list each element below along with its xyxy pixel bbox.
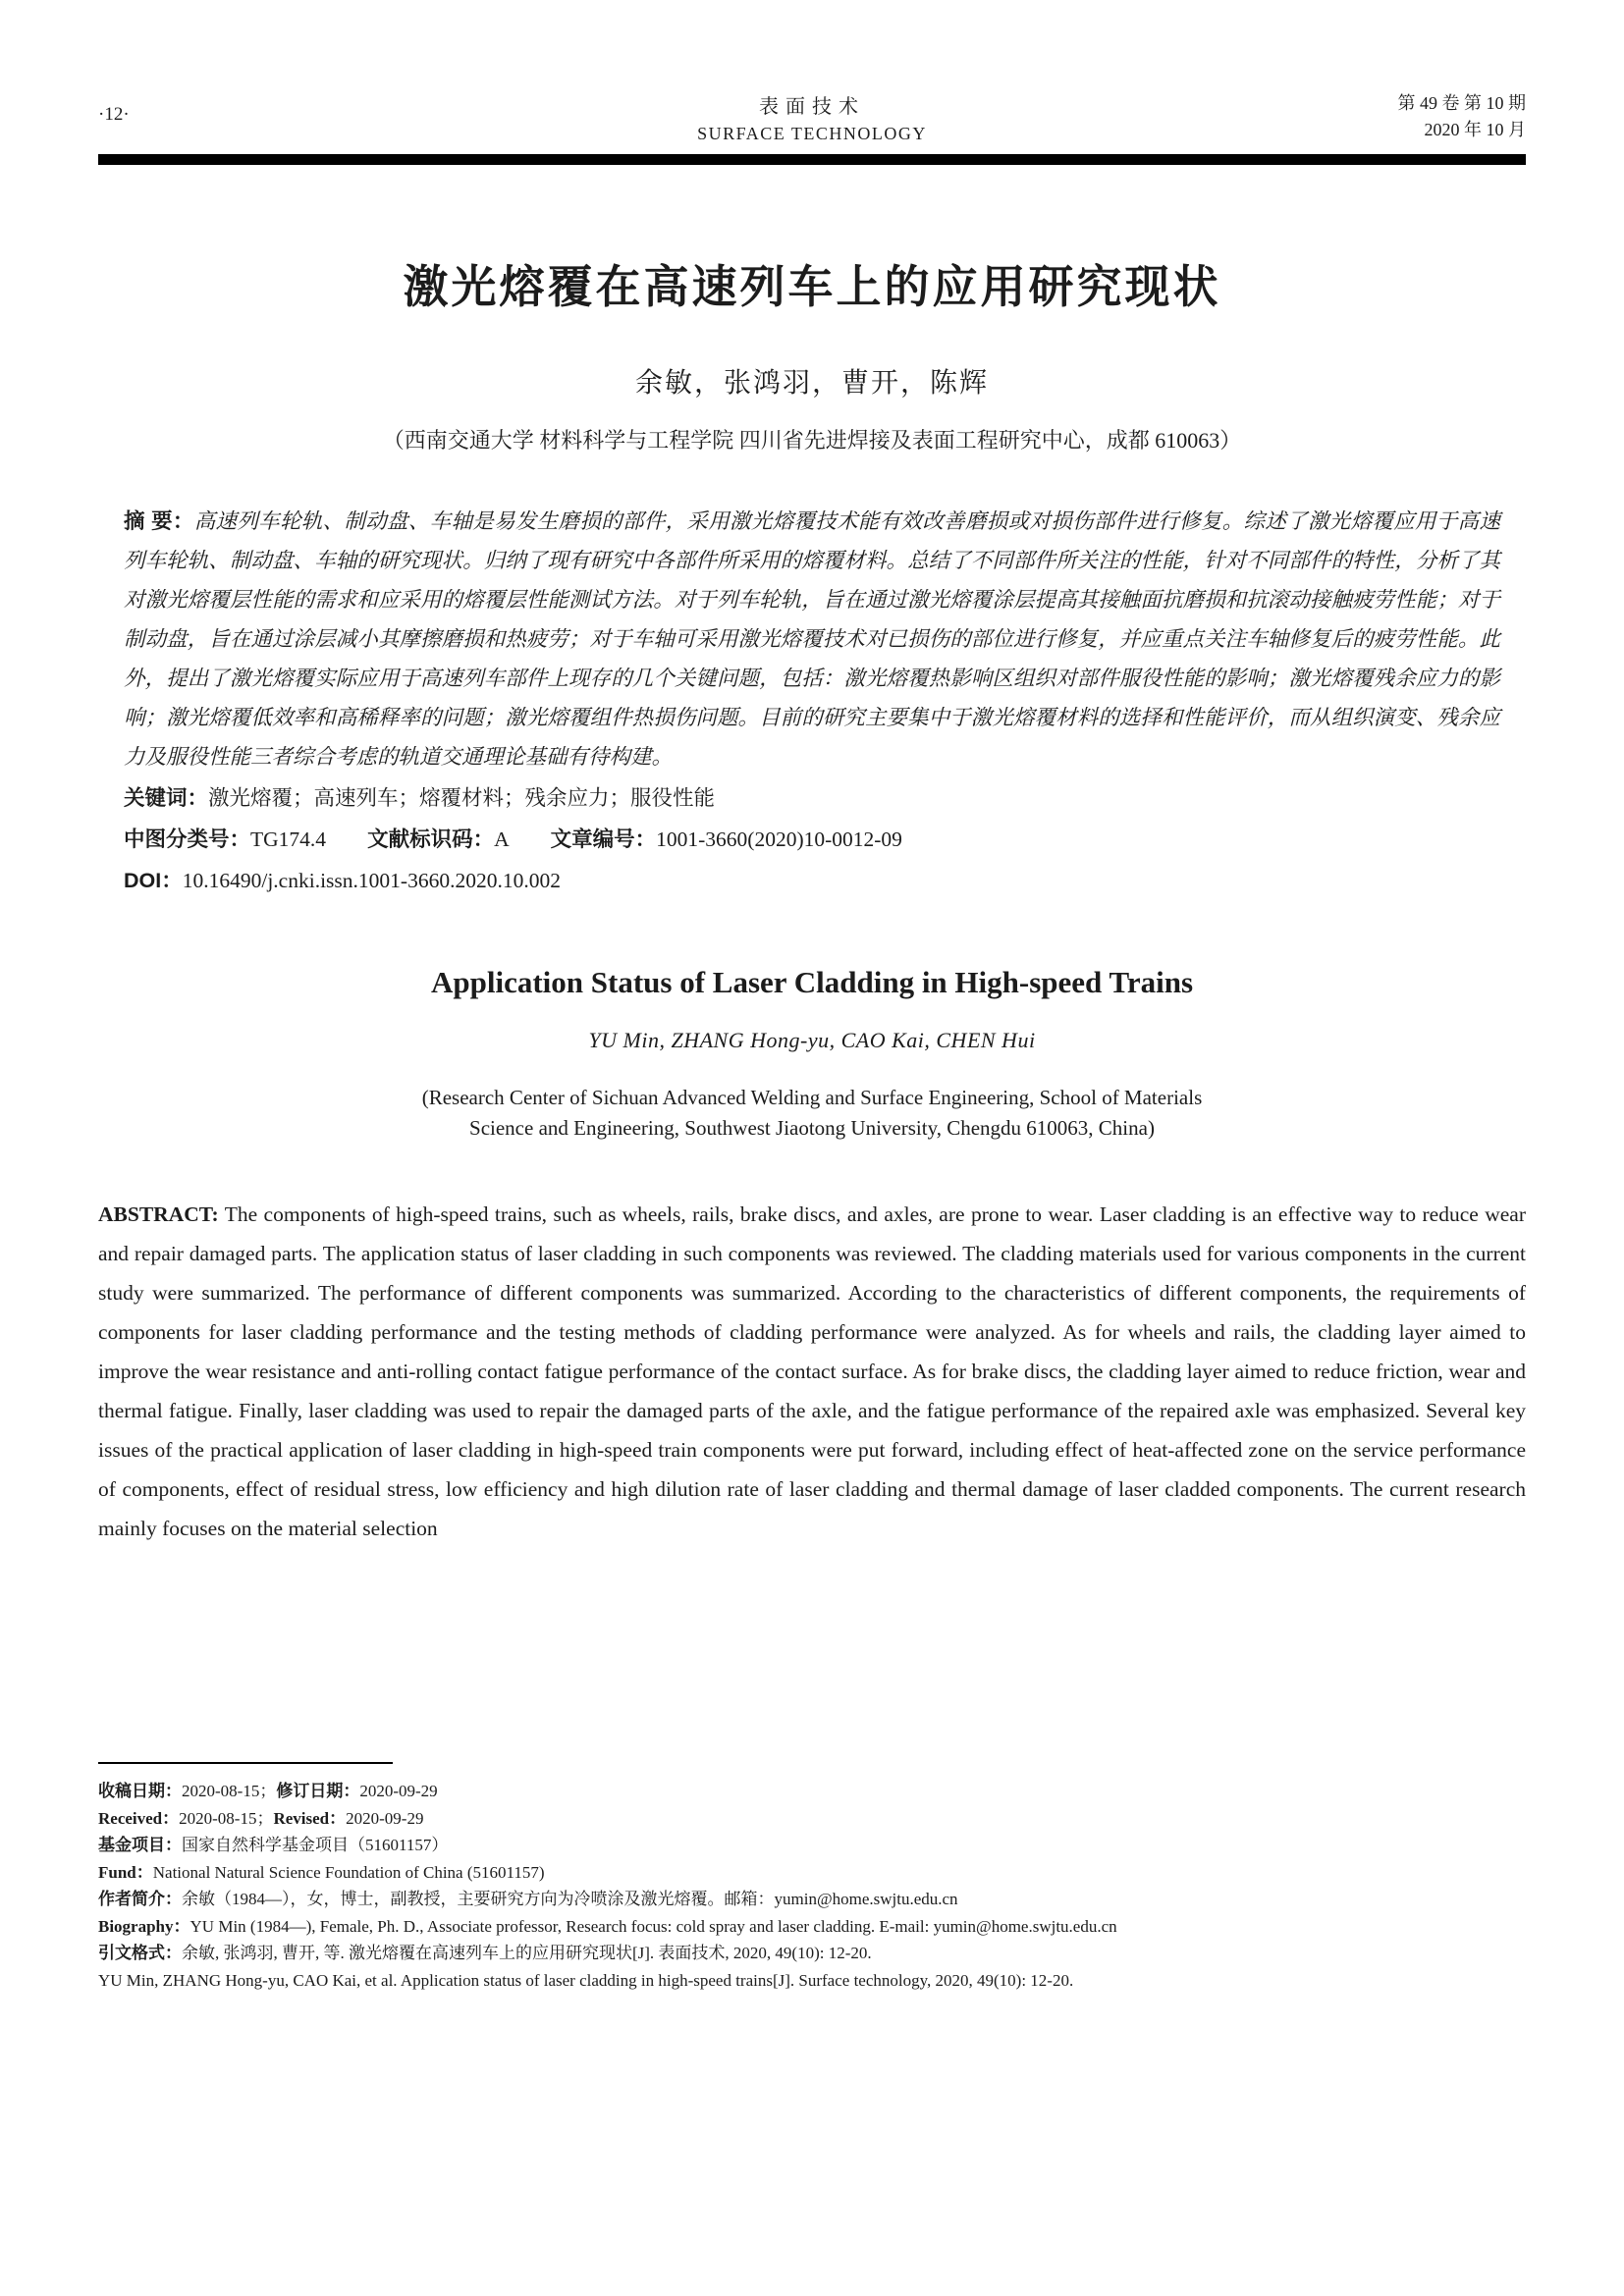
biography-cn-line <box>98 1886 1526 1913</box>
revised-value-en: 2020-09-29 <box>346 1808 424 1828</box>
citation-en-line <box>98 1967 1526 1995</box>
fund-en-line <box>98 1859 1526 1887</box>
keywords-line <box>124 778 1500 818</box>
clc-value: TG174.4 <box>250 828 327 851</box>
classification-line <box>124 820 1500 859</box>
abstract-cn-text: 高速列车轮轨、制动盘、车轴是易发生磨损的部件，采用激光熔覆技术能有效改善磨损或对损伤部件进行修复。综述了激光熔覆应用于高速列车轮轨、制动盘、车轴的研究现状。归纳了现有研究中各部件所采用的熔覆材料。总结了不同部件所关注的性能，针对不同部件的特性，分析了其对激光熔覆层性能的需求和应采用的熔覆层性能测试方法。对于列车轮轨，旨在通过激光熔覆涂层提高其接触面抗磨损和抗滚动接触疲劳性能；对于制动盘，旨在通过涂层减小其摩擦磨损和热疲劳；对于车轴可采用激光熔覆技术对已损伤的部位进行修复，并应重点关注车轴修复后的疲劳性能。此外，提出了激光熔覆实际应用于高速列车部件上现存的几个关键问题，包括：激光熔覆热影响区组织对部件服役性能的影响；激光熔覆残余应力的影响；激光熔覆低效率和高稀释率的问题；激光熔覆组件热损伤问题。目前的研究主要集中于激光熔覆材料的选择和性能评价，而从组织演变、残余应力及服役性能三者综合考虑的轨道交通理论基础有待构建。 <box>124 509 1500 769</box>
citation-value-cn: 余敏, 张鸿羽, 曹开, 等. 激光熔覆在高速列车上的应用研究现状[J]. 表面技术, 2020, 49(10): 12-20. <box>182 1944 872 1962</box>
footnote-divider <box>98 1762 393 1764</box>
received-label-en: Received： <box>98 1808 180 1828</box>
doi-label: DOI： <box>124 869 183 892</box>
received-label-cn: 收稿日期： <box>98 1782 182 1800</box>
affiliation-cn: （西南交通大学 材料科学与工程学院 四川省先进焊接及表面工程研究中心，成都 610063） <box>382 428 1242 453</box>
abstract-en <box>98 1195 1526 1548</box>
doc-code-pair <box>367 828 510 851</box>
biography-value-cn: 余敏（1984—），女，博士，副教授，主要研究方向为冷喷涂及激光熔覆。邮箱：yumin@home.swjtu.edu.cn <box>182 1890 958 1908</box>
citation-cn-line <box>98 1940 1526 1967</box>
affiliation-en-line1: (Research Center of Sichuan Advanced Welding and Surface Engineering, School of Materials <box>421 1086 1203 1109</box>
doi-value: 10.16490/j.cnki.issn.1001-3660.2020.10.002 <box>182 869 561 892</box>
footnote-area <box>98 1762 1526 1994</box>
doc-code-value: A <box>494 828 510 851</box>
header-divider-bar <box>98 154 1526 165</box>
article-no-value: 1001-3660(2020)10-0012-09 <box>656 828 902 851</box>
issue-date: 2020 年 10 月 <box>1424 120 1526 139</box>
article-no-pair <box>551 828 902 851</box>
doc-code-label: 文献标识码： <box>367 828 495 851</box>
issue-info <box>1300 90 1526 143</box>
citation-value-en: YU Min, ZHANG Hong-yu, CAO Kai, et al. Application status of laser cladding in high-speed trains[J]. Surface technology, 2020, 49(10): 12-20. <box>98 1970 1074 1990</box>
received-value-cn: 2020-08-15； <box>182 1782 277 1800</box>
fund-label-en: Fund： <box>98 1862 153 1882</box>
journal-title-cn: 表面技术 <box>759 96 865 118</box>
biography-en-line <box>98 1913 1526 1941</box>
received-value-en: 2020-08-15； <box>179 1808 274 1828</box>
clc-label: 中图分类号： <box>124 828 251 851</box>
fund-cn-line <box>98 1832 1526 1859</box>
biography-value-en: YU Min (1984—), Female, Ph. D., Associate professor, Research focus: cold spray and laser cladding. E-mail: yumin@home.swjtu.edu.cn <box>189 1916 1117 1936</box>
clc-pair <box>124 828 326 851</box>
journal-masthead <box>324 90 1300 144</box>
article-title-en: Application Status of Laser Cladding in High-speed Trains <box>430 965 1194 999</box>
keywords-label: 关键词： <box>124 786 209 810</box>
authors-cn: 余敏，张鸿羽，曹开，陈辉 <box>634 368 989 399</box>
revised-value-cn: 2020-09-29 <box>359 1782 438 1800</box>
received-revised-en-line <box>98 1805 1526 1833</box>
keywords-text: 激光熔覆；高速列车；熔覆材料；残余应力；服役性能 <box>208 786 716 810</box>
volume-issue: 第 49 卷 第 10 期 <box>1397 93 1526 113</box>
abstract-en-label: ABSTRACT: <box>98 1202 219 1226</box>
article-no-label: 文章编号： <box>550 828 657 851</box>
revised-label-cn: 修订日期： <box>276 1782 360 1800</box>
revised-label-en: Revised： <box>273 1808 347 1828</box>
biography-label-cn: 作者简介： <box>98 1890 182 1908</box>
citation-label-cn: 引文格式： <box>98 1944 182 1962</box>
authors-en: YU Min, ZHANG Hong-yu, CAO Kai, CHEN Hui <box>588 1028 1036 1052</box>
affiliation-en-line2: Science and Engineering, Southwest Jiaotong University, Chengdu 610063, China) <box>469 1116 1155 1140</box>
journal-title-en: SURFACE TECHNOLOGY <box>697 124 927 143</box>
article-title-cn: 激光熔覆在高速列车上的应用研究现状 <box>403 261 1221 312</box>
fund-value-cn: 国家自然科学基金项目（51601157） <box>182 1836 449 1854</box>
abstract-en-text: The components of high-speed trains, such as wheels, rails, brake discs, and axles, are prone to wear. Laser cladding is an effective way to reduce wear and repair damaged parts. The application status of laser cladding in such components was reviewed. The cladding materials used for various components in the current study were summarized. The performance of different components was summarized. According to the characteristics of different components, the requirements of components for laser cladding performance and the testing methods of cladding performance were analyzed. As for wheels and rails, the cladding layer aimed to improve the wear resistance and anti-rolling contact fatigue performance of the contact surface. As for brake discs, the cladding layer aimed to reduce friction, wear and thermal fatigue. Finally, laser cladding was used to repair the damaged parts of the axle, and the fatigue performance of the repaired axle was emphasized. Several key issues of the practical application of laser cladding in high-speed train components were put forward, including effect of heat-affected zone on the service performance of components, effect of residual stress, low efficiency and high dilution rate of laser cladding and thermal damage of laser cladded components. The current research mainly focuses on the material selection <box>98 1202 1526 1540</box>
fund-value-en: National Natural Science Foundation of China (51601157) <box>152 1862 545 1882</box>
running-head <box>98 90 1526 144</box>
affiliation-en <box>98 1083 1526 1144</box>
abstract-cn <box>124 502 1500 776</box>
doi-line <box>124 861 1500 900</box>
biography-label-en: Biography： <box>98 1916 190 1936</box>
page-number: ·12· <box>98 104 130 125</box>
received-revised-cn-line <box>98 1778 1526 1805</box>
abstract-cn-label: 摘 要： <box>124 509 194 533</box>
fund-label-cn: 基金项目： <box>98 1836 182 1854</box>
